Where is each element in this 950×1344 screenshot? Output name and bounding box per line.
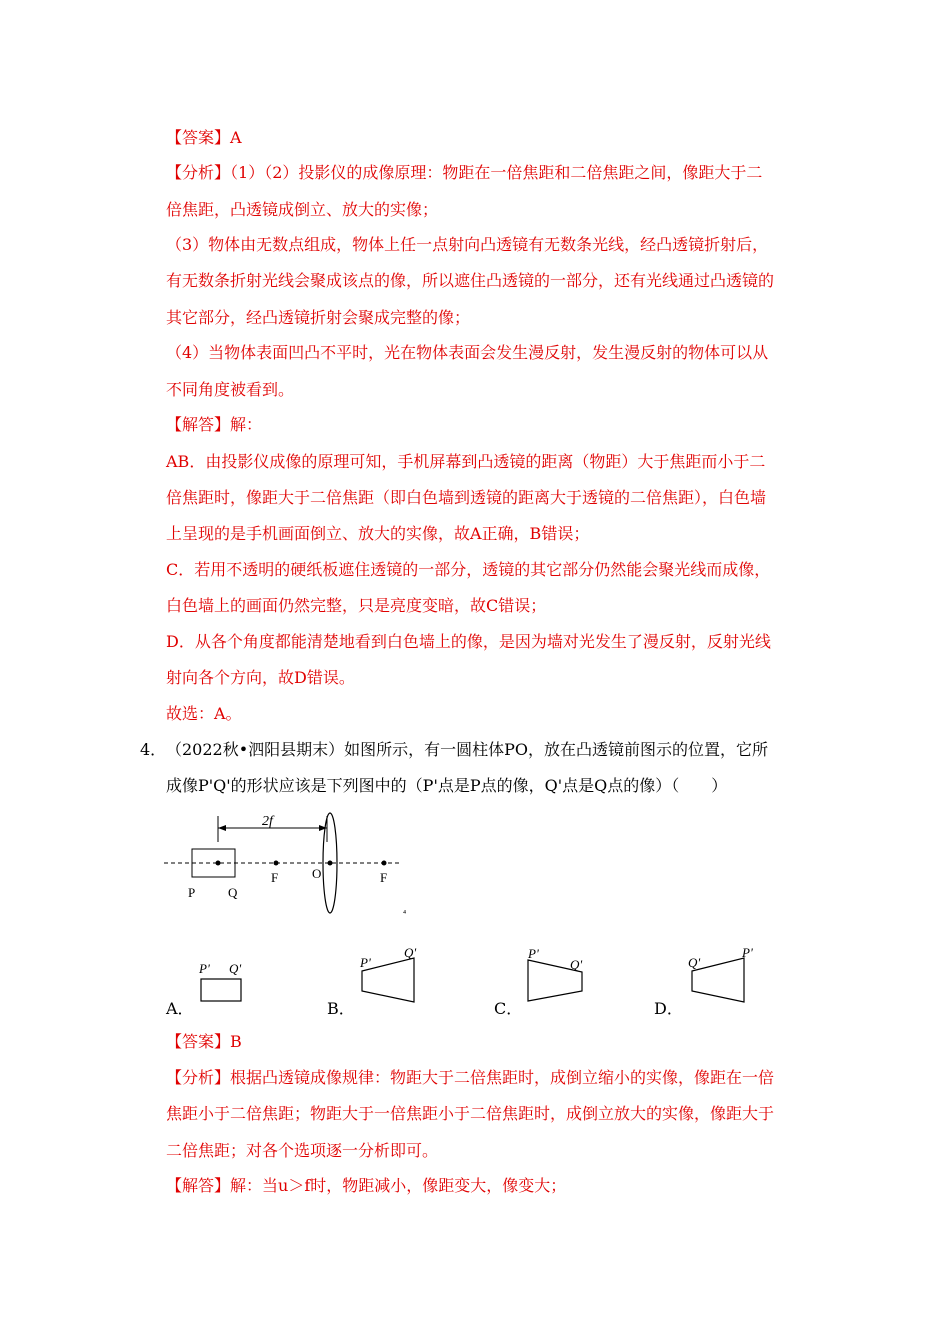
q3-analysis-line-5: 其它部分，经凸透镜折射会聚成完整的像； bbox=[166, 308, 471, 327]
q4-analysis-line-1: 【分析】根据凸透镜成像规律：物距大于二倍焦距时，成倒立缩小的实像，像距在一倍 bbox=[166, 1068, 775, 1087]
point-O bbox=[328, 861, 333, 866]
label-P: P bbox=[188, 885, 196, 900]
q3-analysis-line-2: 倍焦距，凸透镜成倒立、放大的实像； bbox=[166, 200, 439, 219]
dim-arrow-left bbox=[218, 825, 226, 831]
q4-solution-line: 【解答】解：当u＞f时，物距减小，像距变大，像变大； bbox=[166, 1176, 567, 1195]
option-d-right-label: P' bbox=[742, 945, 753, 960]
q4-analysis-line-3: 二倍焦距；对各个选项逐一分析即可。 bbox=[166, 1141, 439, 1160]
option-b-left-label: P' bbox=[360, 955, 371, 970]
label-Q: Q bbox=[228, 885, 238, 900]
q3-solution-line-1: AB．由投影仪成像的原理可知，手机屏幕到凸透镜的距离（物距）大于焦距而小于二 bbox=[166, 452, 766, 471]
q3-solution-line-2: 倍焦距时，像距大于二倍焦距（即白色墙到透镜的距离大于透镜的二倍焦距），白色墙 bbox=[166, 488, 767, 507]
q3-analysis-line-6: （4）当物体表面凹凸不平时，光在物体表面会发生漫反射，发生漫反射的物体可以从 bbox=[166, 343, 769, 362]
option-c-left-label: P' bbox=[528, 946, 539, 961]
q3-solution-line-4: C．若用不透明的硬纸板遮住透镜的一部分，透镜的其它部分仍然能会聚光线而成像， bbox=[166, 560, 771, 579]
option-c-figure[interactable] bbox=[522, 945, 592, 1005]
option-a-letter: A． bbox=[166, 999, 194, 1018]
label-F-right: F bbox=[380, 870, 388, 885]
answer-value: A bbox=[230, 128, 242, 147]
point-Q bbox=[216, 861, 221, 866]
option-b-figure[interactable] bbox=[356, 945, 426, 1005]
label-F-left: F bbox=[271, 870, 279, 885]
label-O: O bbox=[312, 866, 322, 881]
label-2f: 2f bbox=[262, 814, 273, 829]
q3-answer-line bbox=[166, 127, 242, 149]
q4-stem-line-1: （2022秋•泗阳县期末）如图所示，有一圆柱体PO，放在凸透镜前图示的位置，它所 bbox=[166, 740, 769, 759]
option-b-letter: B． bbox=[327, 999, 355, 1018]
q4-stem-line-2: 成像P'Q'的形状应该是下列图中的（P'点是P点的像，Q'点是Q点的像）（ ） bbox=[166, 776, 728, 795]
point-F-left bbox=[274, 861, 279, 866]
option-d-left-label: Q' bbox=[688, 955, 701, 970]
solution-tag: 【解答】 bbox=[166, 415, 231, 434]
q3-solution-line: 【解答】解： bbox=[166, 415, 263, 434]
analysis-tag: 【分析】 bbox=[166, 163, 231, 182]
q3-analysis-line-4: 有无数条折射光线会聚成该点的像，所以遮住凸透镜的一部分，还有光线通过凸透镜的 bbox=[166, 271, 775, 290]
answer-value: B bbox=[230, 1032, 242, 1051]
analysis-tag: 【分析】 bbox=[166, 1068, 231, 1087]
option-c-letter: C． bbox=[494, 999, 523, 1018]
option-a-left-label: P' bbox=[199, 961, 210, 976]
q3-choice-line: 故选：A。 bbox=[166, 704, 242, 723]
q4-answer-line bbox=[166, 1031, 242, 1053]
q4-analysis-line-2: 焦距小于二倍焦距；物距大于一倍焦距小于二倍焦距时，成倒立放大的实像，像距大于 bbox=[166, 1104, 775, 1123]
solution-tag: 【解答】 bbox=[166, 1176, 231, 1195]
q3-solution-line-6: D．从各个角度都能清楚地看到白色墙上的像，是因为墙对光发生了漫反射，反射光线 bbox=[166, 632, 771, 651]
q3-solution-line-3: 上呈现的是手机画面倒立、放大的实像，故A正确，B错误； bbox=[166, 524, 590, 543]
option-a-right-label: Q' bbox=[229, 961, 242, 976]
q3-solution-line-5: 白色墙上的画面仍然完整，只是亮度变暗，故C错误； bbox=[166, 596, 547, 615]
option-c-right-label: Q' bbox=[570, 957, 583, 972]
option-a-shape bbox=[201, 979, 241, 1001]
option-d-letter: D． bbox=[654, 999, 683, 1018]
answer-tag: 【答案】 bbox=[166, 1032, 231, 1051]
option-a-figure[interactable] bbox=[195, 958, 255, 1008]
point-F-right bbox=[382, 861, 387, 866]
q3-solution-line-7: 射向各个方向，故D错误。 bbox=[166, 668, 355, 687]
answer-tag: 【答案】 bbox=[166, 128, 231, 147]
option-b-right-label: Q' bbox=[404, 945, 417, 960]
q3-analysis-line-3: （3）物体由无数点组成，物体上任一点射向凸透镜有无数条光线，经凸透镜折射后， bbox=[166, 235, 769, 254]
q3-analysis-line-1: 【分析】（1）（2）投影仪的成像原理：物距在一倍焦距和二倍焦距之间，像距大于二 bbox=[166, 163, 763, 182]
q3-analysis-line-7: 不同角度被看到。 bbox=[166, 380, 295, 399]
q4-number: 4． bbox=[140, 740, 167, 759]
option-d-figure[interactable] bbox=[684, 945, 754, 1005]
lens-diagram bbox=[160, 808, 420, 918]
stray-mark: ⁴ bbox=[403, 908, 407, 918]
